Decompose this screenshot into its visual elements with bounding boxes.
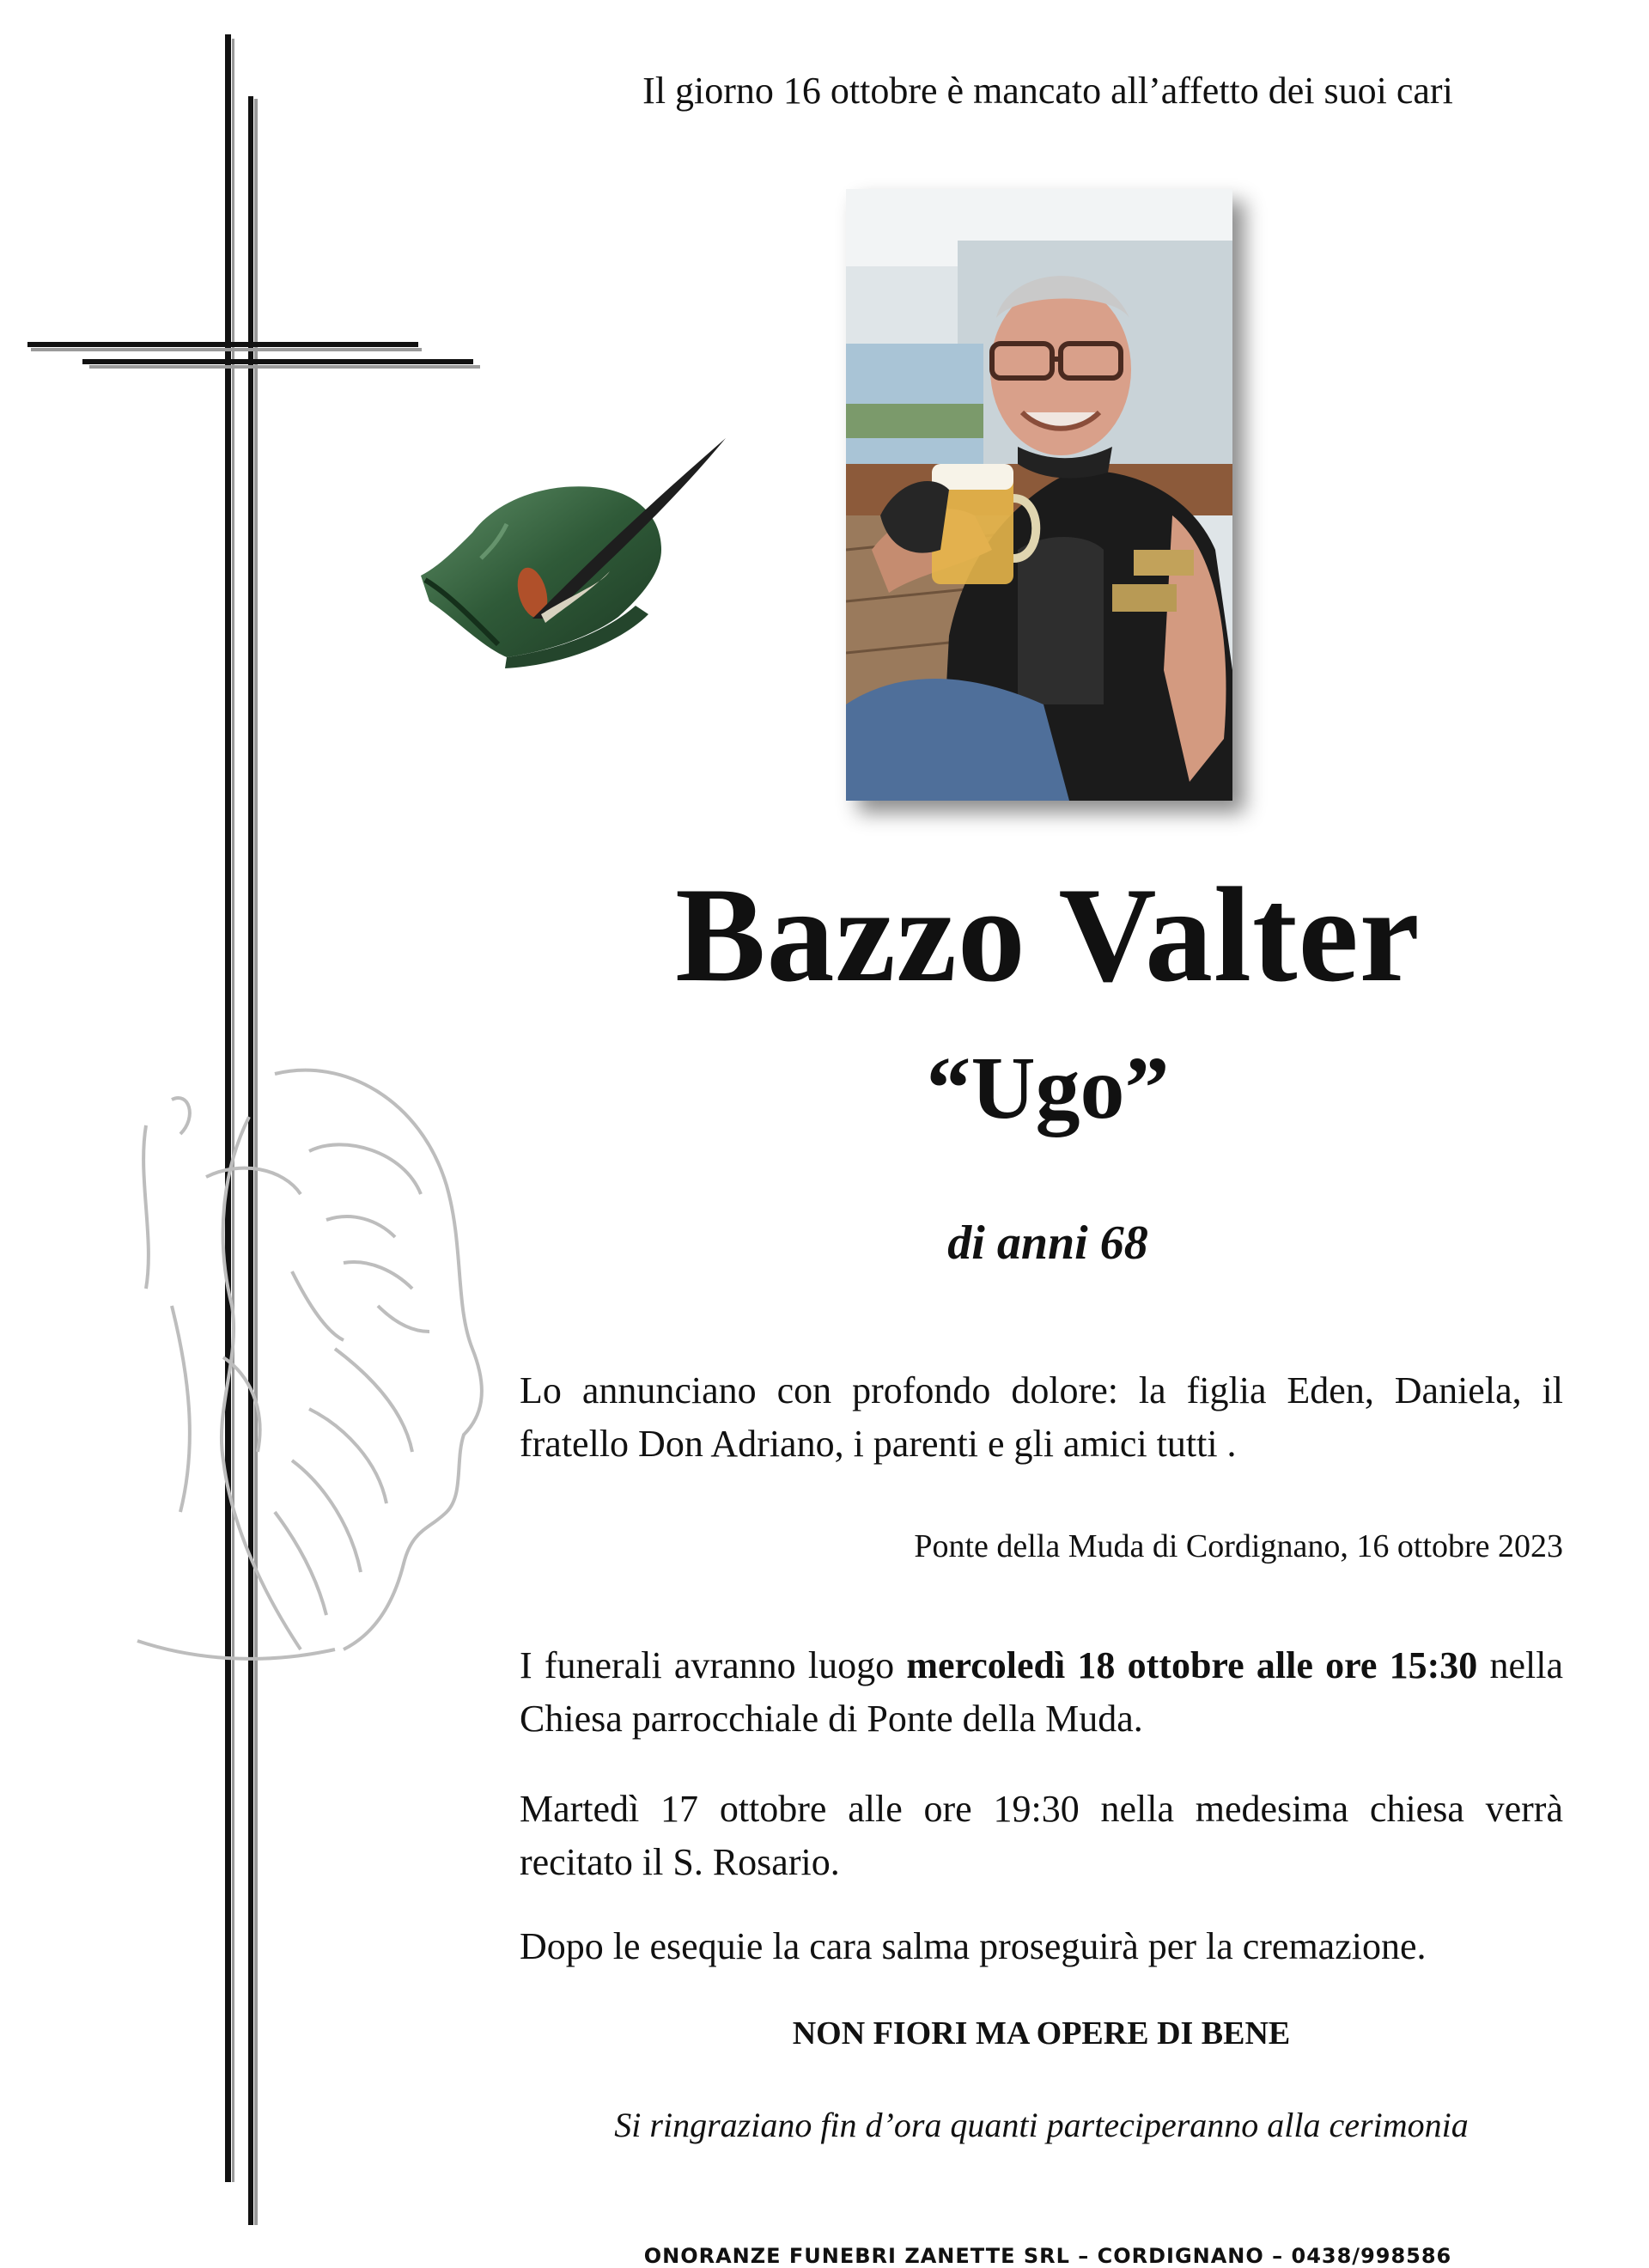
intro-line: Il giorno 16 ottobre è mancato all’affetto dei suoi cari	[642, 70, 1453, 112]
alpine-hat-icon	[404, 421, 739, 679]
announcement-text: Lo annunciano con profondo dolore: la figlia Eden, Daniela, il fratello Don Adriano, i parenti e gli amici tutti .	[520, 1369, 1563, 1465]
place-date: Ponte della Muda di Cordignano, 16 ottobre 2023	[914, 1528, 1563, 1564]
thanks-text: Si ringraziano fin d’ora quanti parteciperanno alla cerimonia	[614, 2106, 1469, 2144]
funeral-prefix: I funerali avranno luogo	[520, 1644, 907, 1686]
funeral-date-time: mercoledì 18 ottobre alle ore 15:30	[906, 1644, 1478, 1686]
deceased-age: di anni 68	[947, 1216, 1148, 1270]
christ-sketch	[120, 1048, 490, 1684]
deceased-name: Bazzo Valter	[675, 860, 1421, 1010]
funeral-text	[520, 1639, 1563, 1746]
portrait-photo	[846, 189, 1232, 801]
deceased-nickname: “Ugo”	[926, 1039, 1170, 1137]
funeral-home-footer: ONORANZE FUNEBRI ZANETTE SRL – CORDIGNANO – 0438/998586	[643, 2244, 1452, 2268]
rosary-text: Martedì 17 ottobre alle ore 19:30 nella medesima chiesa verrà recitato il S. Rosario.	[520, 1788, 1563, 1883]
funeral-suffix: nella Chiesa parrocchiale di Ponte della Muda.	[520, 1644, 1563, 1740]
cremation-text: Dopo le esequie la cara salma proseguirà per la cremazione.	[520, 1925, 1427, 1967]
no-flowers-notice: NON FIORI MA OPERE DI BENE	[792, 2015, 1291, 2052]
